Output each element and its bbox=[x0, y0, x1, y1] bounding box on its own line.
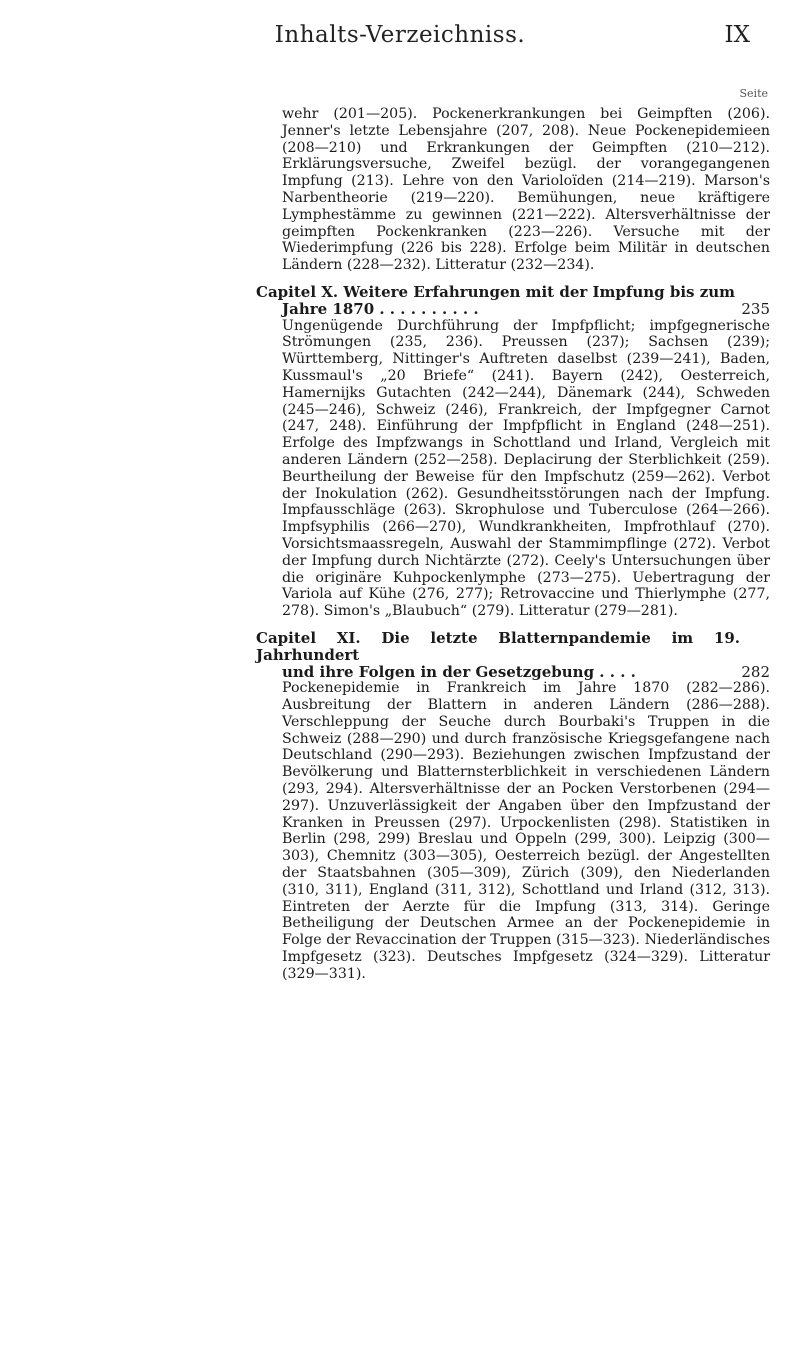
chapter-heading-line2: und ihre Folgen in der Gesetzgebung . . . . bbox=[282, 662, 636, 681]
continued-entry bbox=[256, 106, 770, 274]
chapter-heading-line1: Capitel X. Weitere Erfahrungen mit der Impfung bis zum bbox=[256, 282, 735, 301]
chapter-page-number: 235 bbox=[741, 299, 770, 318]
running-title: Inhalts-Verzeichniss. bbox=[274, 22, 526, 48]
chapter-heading-line2: Jahre 1870 . . . . . . . . . . bbox=[282, 299, 479, 318]
seite-label: Seite bbox=[739, 87, 768, 100]
chapter-heading-line1: Capitel XI. Die letzte Blatternpandemie im 19. Jahrhundert bbox=[256, 628, 740, 664]
toc-body bbox=[256, 106, 770, 983]
chapter-page-number: 282 bbox=[741, 662, 770, 681]
chapter-entry-xi bbox=[256, 630, 770, 983]
continued-entry-text: wehr (201—205). Pockenerkrankungen bei Geimpften (206). Jenner's letzte Lebensjahre (207, 208). Neue Pockenepidemieen (208—210) und Erkrankungen der Geimpften (210—212). Erklärungsversuche, Zweifel bezügl. der vorangegangenen Impfung (213). Lehre von den Varioloïden (214—219). Marson's Narbentheorie (219—220). Bemühungen, neue kräftigere Lymphestämme zu gewinnen (221—222). Altersverhältnisse der geimpften Pockenkranken (223—226). Versuche mit der Wiederimpfung (226 bis 228). Erfolge beim Militär in deutschen Ländern (228—232). Litteratur (232—234). bbox=[282, 106, 770, 274]
chapter-summary: Pockenepidemie in Frankreich im Jahre 1870 (282—286). Ausbreitung der Blattern in anderen Ländern (286—288). Verschleppung der Seuche durch Bourbaki's Truppen in die Schweiz (288—290) und durch französische Kriegsgefangene nach Deutschland (290—293). Beziehungen zwischen Impfzustand der Bevölkerung und Blatternsterblichkeit in verschiedenen Ländern (293, 294). Altersverhältnisse der an Pocken Verstorbenen (294—297). Unzuverlässigkeit der Angaben über den Impfzustand der Kranken in Preussen (297). Urpockenlisten (298). Statistiken in Berlin (298, 299) Breslau und Oppeln (299, 300). Leipzig (300—303), Chemnitz (303—305), Oesterreich bezügl. der Angestellten der Staatsbahnen (305—309), Zürich (309), den Niederlanden (310, 311), England (311, 312), Schottland und Irland (312, 313). Eintreten der Aerzte für die Impfung (313, 314). Geringe Betheiligung der Deutschen Armee an der Pockenepidemie in Folge der Revaccination der Truppen (315—323). Niederländisches Impfgesetz (323). Deutsches Impfgesetz (324—329). Litteratur (329—331). bbox=[282, 680, 770, 982]
chapter-entry-x bbox=[256, 284, 770, 620]
chapter-heading bbox=[256, 284, 770, 318]
chapter-summary: Ungenügende Durchführung der Impfpflicht; impfgegnerische Strömungen (235, 236). Preussen (237); Sachsen (239); Württemberg, Nittinger's Auftreten daselbst (239—241), Baden, Kussmaul's „20 Briefe“ (241). Bayern (242), Oesterreich, Hamernijks Gutachten (242—244), Dänemark (244), Schweden (245—246), Schweiz (246), Frankreich, der Impfgegner Carnot (247, 248). Einführung der Impfpflicht in England (248—251). Erfolge des Impfzwangs in Schottland und Irland, Vergleich mit anderen Ländern (252—258). Deplacirung der Sterblichkeit (259). Beurtheilung der Beweise für den Impfschutz (259—262). Verbot der Inokulation (262). Gesundheitsstörungen nach der Impfung. Impfausschläge (263). Skrophulose und Tuberculose (264—266). Impfsyphilis (266—270), Wundkrankheiten, Impfrothlauf (270). Vorsichtsmaassregeln, Auswahl der Stammimpflinge (272). Verbot der Impfung durch Nichtärzte (272). Ceely's Untersuchungen über die originäre Kuhpockenlymphe (273—275). Uebertragung der Variola auf Kühe (276, 277); Retrovaccine und Thierlymphe (277, 278). Simon's „Blaubuch“ (279). Litteratur (279—281). bbox=[282, 317, 770, 620]
chapter-heading bbox=[256, 630, 770, 680]
page-number-roman: IX bbox=[724, 22, 750, 48]
